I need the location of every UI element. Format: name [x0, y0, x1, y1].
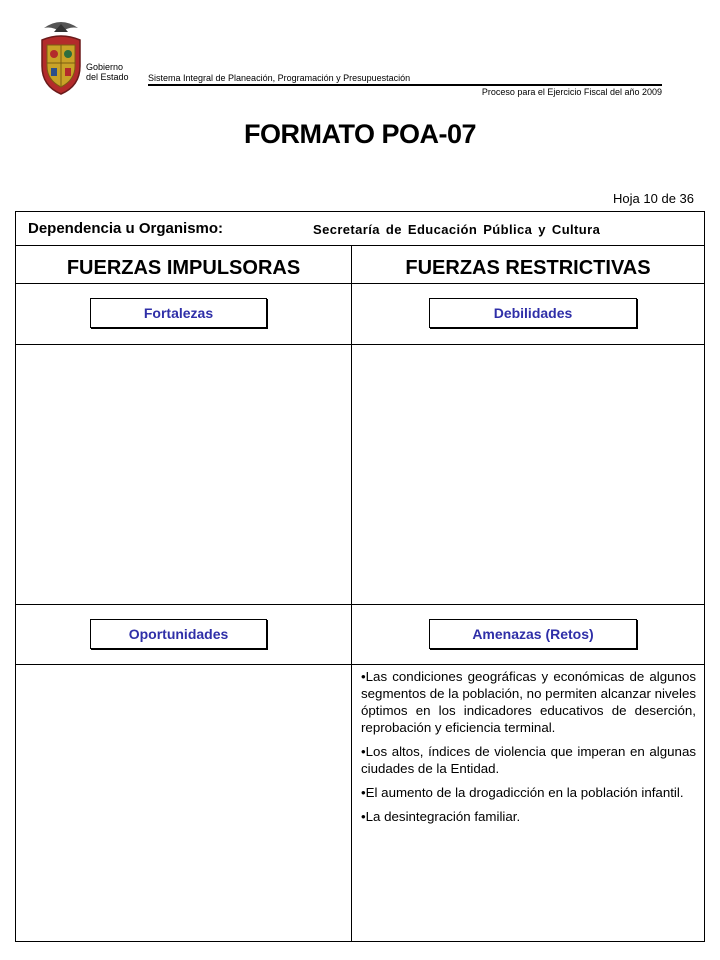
amenaza-item-4: •La desintegración familiar. — [361, 809, 521, 824]
oportunidades-label: Oportunidades — [90, 619, 267, 649]
sheet-number: Hoja 10 de 36 — [613, 191, 694, 206]
divider-amenazas — [16, 664, 704, 665]
amenaza-item-2: •Los altos, índices de violencia que imperan en algunas ciudades de la Entidad. — [361, 744, 696, 776]
amenazas-label: Amenazas (Retos) — [429, 619, 637, 649]
divider-fortalezas — [16, 344, 704, 345]
poa-form — [15, 211, 705, 942]
debilidades-label: Debilidades — [429, 298, 637, 328]
process-label: Proceso para el Ejercicio Fiscal del año 2009 — [481, 87, 662, 97]
center-divider — [351, 245, 352, 942]
dependency-value: Secretaría de Educación Pública y Cultura — [313, 222, 601, 237]
amenaza-item-1: •Las condiciones geográficas y económicas de algunos segmentos de la población, no permiten alcanzar niveles óptimos en los indicadores educativos de deserción, reprobación y eficiencia terminal. — [361, 669, 696, 735]
dependency-label: Dependencia u Organismo: — [28, 220, 224, 237]
state-coat-of-arms-icon — [36, 18, 86, 96]
amenaza-item-3: •El aumento de la drogadicción en la población infantil. — [361, 785, 684, 800]
gobierno-line-1: Gobierno — [86, 62, 124, 72]
gobierno-line-2: del Estado — [86, 72, 129, 82]
gobierno-label — [86, 62, 129, 82]
restrictivas-heading: FUERZAS RESTRICTIVAS — [405, 257, 651, 279]
divider-oportunidades — [16, 604, 704, 605]
header-divider — [148, 84, 662, 86]
fortalezas-label: Fortalezas — [90, 298, 267, 328]
divider-dependency — [16, 245, 704, 246]
amenazas-list — [361, 668, 696, 832]
system-name: Sistema Integral de Planeación, Programación y Presupuestación — [148, 73, 411, 83]
impulsoras-heading: FUERZAS IMPULSORAS — [66, 257, 301, 279]
page-title: FORMATO POA-07 — [243, 119, 477, 149]
